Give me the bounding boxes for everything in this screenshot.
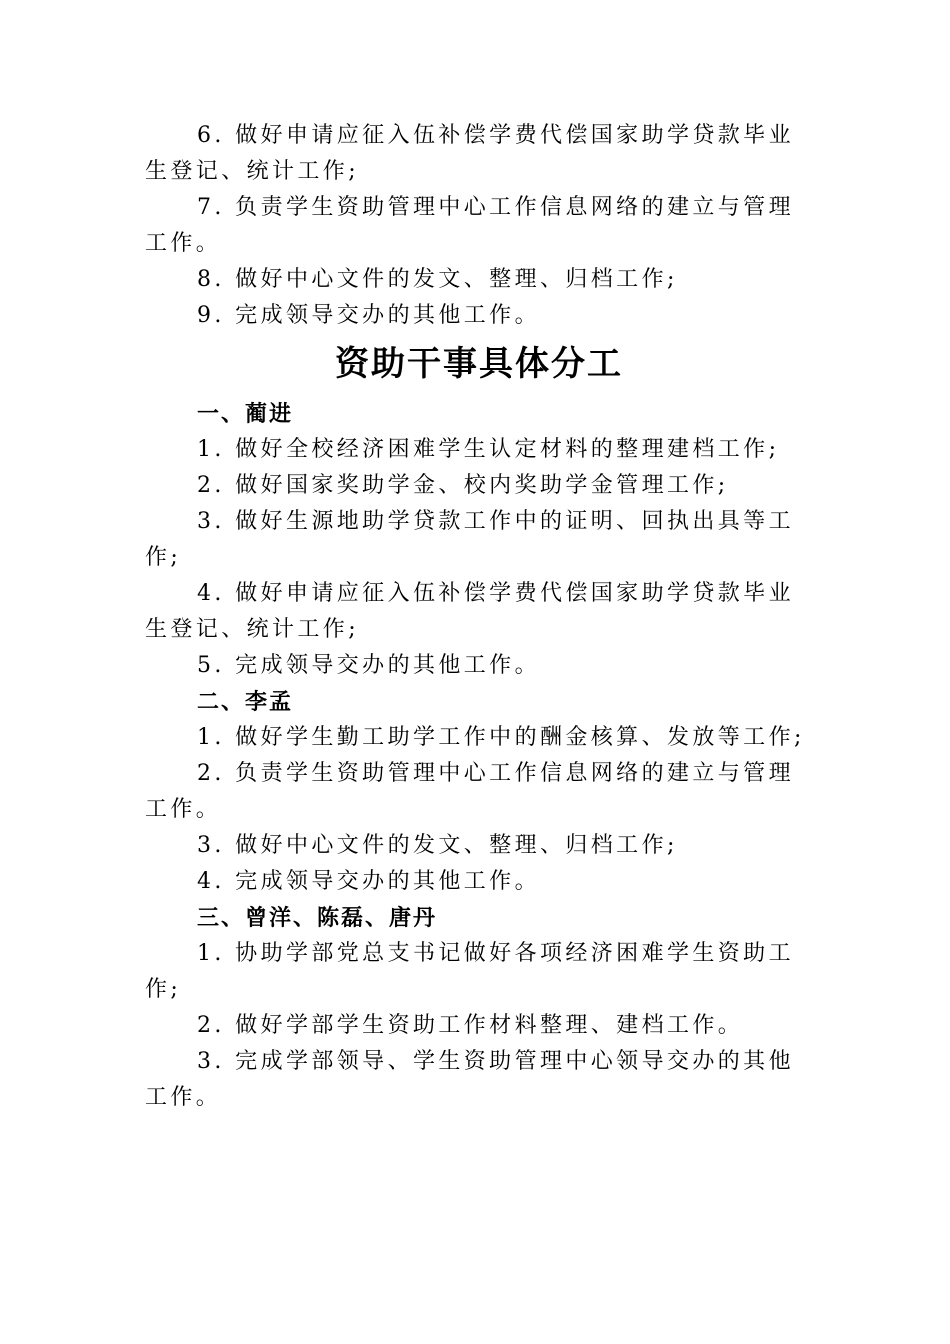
- document-body: [145, 118, 813, 1116]
- section-heading: 三、曾洋、陈磊、唐丹: [197, 905, 438, 931]
- section-item: 3. 做好中心文件的发文、整理、归档工作;: [197, 833, 678, 858]
- section-item: 5. 完成领导交办的其他工作。: [197, 653, 540, 678]
- section-2: [145, 684, 813, 900]
- intro-item: 9. 完成领导交办的其他工作。: [197, 303, 540, 328]
- section-heading: 二、李孟: [197, 689, 294, 715]
- section-item: 2. 做好学部学生资助工作材料整理、建档工作。: [197, 1013, 744, 1038]
- section-item: 1. 做好学生勤工助学工作中的酬金核算、发放等工作;: [197, 725, 805, 750]
- section-item: 2. 做好国家奖助学金、校内奖助学金管理工作;: [197, 473, 729, 498]
- section-item: 2. 负责学生资助管理中心工作信息网络的建立与管理工作。: [145, 761, 794, 822]
- intro-item: 6. 做好申请应征入伍补偿学费代偿国家助学贷款毕业生登记、统计工作;: [145, 123, 794, 184]
- section-item: 4. 完成领导交办的其他工作。: [197, 869, 540, 894]
- section-item: 1. 做好全校经济困难学生认定材料的整理建档工作;: [197, 437, 780, 462]
- section-3: [145, 900, 813, 1116]
- section-title: 资助干事具体分工: [335, 344, 623, 384]
- section-item: 4. 做好申请应征入伍补偿学费代偿国家助学贷款毕业生登记、统计工作;: [145, 581, 794, 642]
- section-item: 3. 完成学部领导、学生资助管理中心领导交办的其他工作。: [145, 1049, 794, 1110]
- section-1: [145, 396, 813, 684]
- section-heading: 一、蔺进: [197, 401, 294, 427]
- intro-item: 7. 负责学生资助管理中心工作信息网络的建立与管理工作。: [145, 195, 794, 256]
- section-item: 1. 协助学部党总支书记做好各项经济困难学生资助工作;: [145, 941, 794, 1002]
- intro-item: 8. 做好中心文件的发文、整理、归档工作;: [197, 267, 678, 292]
- section-item: 3. 做好生源地助学贷款工作中的证明、回执出具等工作;: [145, 509, 794, 570]
